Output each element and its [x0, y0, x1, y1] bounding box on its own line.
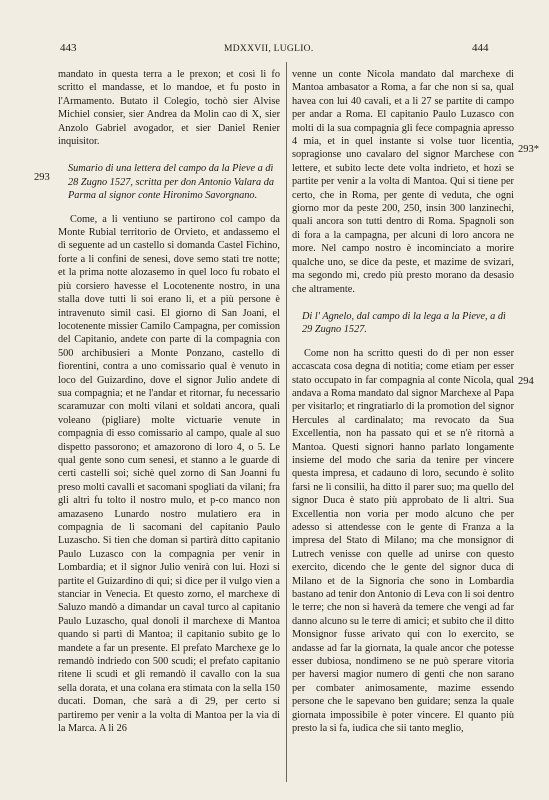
margin-number-293-left: 293 [34, 172, 50, 183]
right-column [292, 68, 514, 736]
page-number-right: 444 [472, 42, 489, 54]
left-section-title: Sumario di una lettera del campo da la Pieve a dì 28 Zugno 1527, scritta per don Antonio Valara da Parma al signor conte Hironimo Savorgnano. [68, 163, 275, 202]
left-column [58, 68, 280, 736]
margin-number-294: 294 [518, 376, 534, 387]
left-body-paragraph: Come, a li ventiuno se partirono col campo da Monte Rubial territorio de Orvieto, et andassemo el dì seguente ad un castello si domanda Castel Fichino, forte a li confini de senesi, dove semo stati tre notte; et la prima notte alozasemo in quel loco fu robato el più corsiero havesse el Locotenente nostro, in una stalla dove tutti li soi erano li, et a più persone è intravenuto simil casi. El giorno di San Joani, el locotenente missier Camilo Campagna, per comission del Capitanio, andete con parte di la compagnia con 500 archibusieri a Monte Ponzano, castello di fiorentini, contra a uno comissario qual è venuto in loco del Guizardino, dove el signor Julio andete di sua compagnia; et ne l'andar et ritornar, fu necessario scaramuzar con molti vilani et soldati ancora, quali voleano (pigliare) molte victuarie venute in compagnia di esso comissario al campo, quale al suo dispetto passorono; et amazorono di loro 4, o 5. Le qual gente sono cum senesi, et stanno a le guarde di certi castelli soi; sichè quel zorno di San Joanni fu preso molti cavalli et sacomani spogliati da vilani; fra gli altri fu tolto il nostro mulo, et p-co manco non amazaseno Lunardo nostro mulatiero era in compagnia de li sacomani del capitanio Paulo Luzascho. Si tien che doman si partirà ditto capitanio Paulo Luzasco con la compagnia per venir in Lombardia; et il signor Julio venirà con lui. Hozi si partite el Guizardino di qui; si dice per il vulgo vien a stanciar in Venecia. Et questo zorno, el marchexe di Saluzo mandò a dimandar un caval turco al capitanio Paulo Luzascho, qual donoli il marchexe di Mantoa quando si partì di Mantoa; il capitanio subito ge lo mandete a far un presente. El prefato Marchexe ge lo remandò indriedo con 500 scudi; el prefato capitanio ritene li scudi et gli remandò il cavallo con la sua sella dorata, et una colana era stimata con la sella 150 ducati. Doman, che sarà a dì 29, per certo si partiremo per venir a la volta di Mantoa per la via di la Marca. A li 26 [58, 213, 280, 735]
right-body-paragraph: Come non ha scritto questi do dì per non esser accascata cosa degna di notitia; come etiam per esser stato occupato in far compagnia al conte Nicola, qual andava a Roma mandato dal signor Marchexe al Papa per visitarlo; et ringratiarlo di la promotion del signor Hercules al cardinalato; ma revocato da Sua Excellentia, non ha passato qui et se n'è ritornà a Mantoa. Questi signori hanno parlato longamente insieme del modo che saria da tenire per vincere questa impresa, et cadauno di loro, secundo è solito farsi ne li consilii, ha ditto il parer suo; ma quello del signor Duca è stato più approbato de li altri. Sua Excellentia non voria per modo alcuno che per adesso si attendesse con le gente di Franza a la impresa del Stato di Milano; ma che monsignor di Lutrech venisse con quelle ad unirse con questo exercito, dicendo che le gente del signor duca di Milano et de la Signoria che sono in Lombardia bastano ad tenir don Antonio di Leva con li soi dentro le terre; che non si haverà da temere che vengi ad far danno alcuno su le terre di amici; et subito che il ditto Monsignor fusse arivato qui con lo exercito, se andasse ad far la giornata, la quale ancor che potesse esser dubiosa, nondimeno se ne può sperare vitoria per haversi magior numero di genti che non sarano per combater animosamente, mazime essendo persone che le sapevano ben guidare; senza la quale giornata impossibile è poter vincere. El quanto più presto la si fa, iudica che sii tanto meglio, [292, 347, 514, 735]
column-divider [286, 62, 287, 782]
page-number-left: 443 [60, 42, 77, 54]
margin-number-293-right: 293* [518, 144, 539, 155]
right-intro-paragraph: venne un conte Nicola mandato dal marchexe di Mantoa ambasator a Roma, a far che non si sa, qual havea con lui 40 cavali, et a li 27 se partite di campo per andar a Roma. El capitanio Paulo Luzasco con molti di la sua compagnia gli fece compagnia apresso 4 mia, et in quel instante si volse tuor licentia, sopragionse uno cavalaro del signor Marchese con lettere, et subito lecte dete volta indrieto, et hozi se partite per venir a la volta di Mantoa. Qui si tiene per certo, che in Roma, per gente di veduta, che ogni giorno mor da peste 200, 250, insin 300 lanzinechi, quali ancora son tutti dentro di Roma. Spagnoli son di fora a la campagna, per alcuni di loro ancora ne more. Nel campo nostro è incominciato a morire qualche uno, se dice da peste, et mazime de svizari, ma segondo mi, credo più presto morano da desasio che altramente. [292, 69, 514, 295]
left-intro-paragraph: mandato in questa terra a le prexon; et così li fo scritto el mandasse, et lo mandoe, et fu posto in l'Armamento. Butato il Colegio, tochò sier Alvise Michiel consier, sier Andrea da Molin cao di X, sier Anzolo Gabriel avogador, et sier Daniel Renier inquisitor. [58, 69, 280, 148]
right-section-title: Di l' Agnelo, dal campo di la lega a la Pieve, a dì 29 Zugno 1527. [302, 310, 506, 336]
running-header: MDXXVII, LUGLIO. [224, 44, 314, 54]
